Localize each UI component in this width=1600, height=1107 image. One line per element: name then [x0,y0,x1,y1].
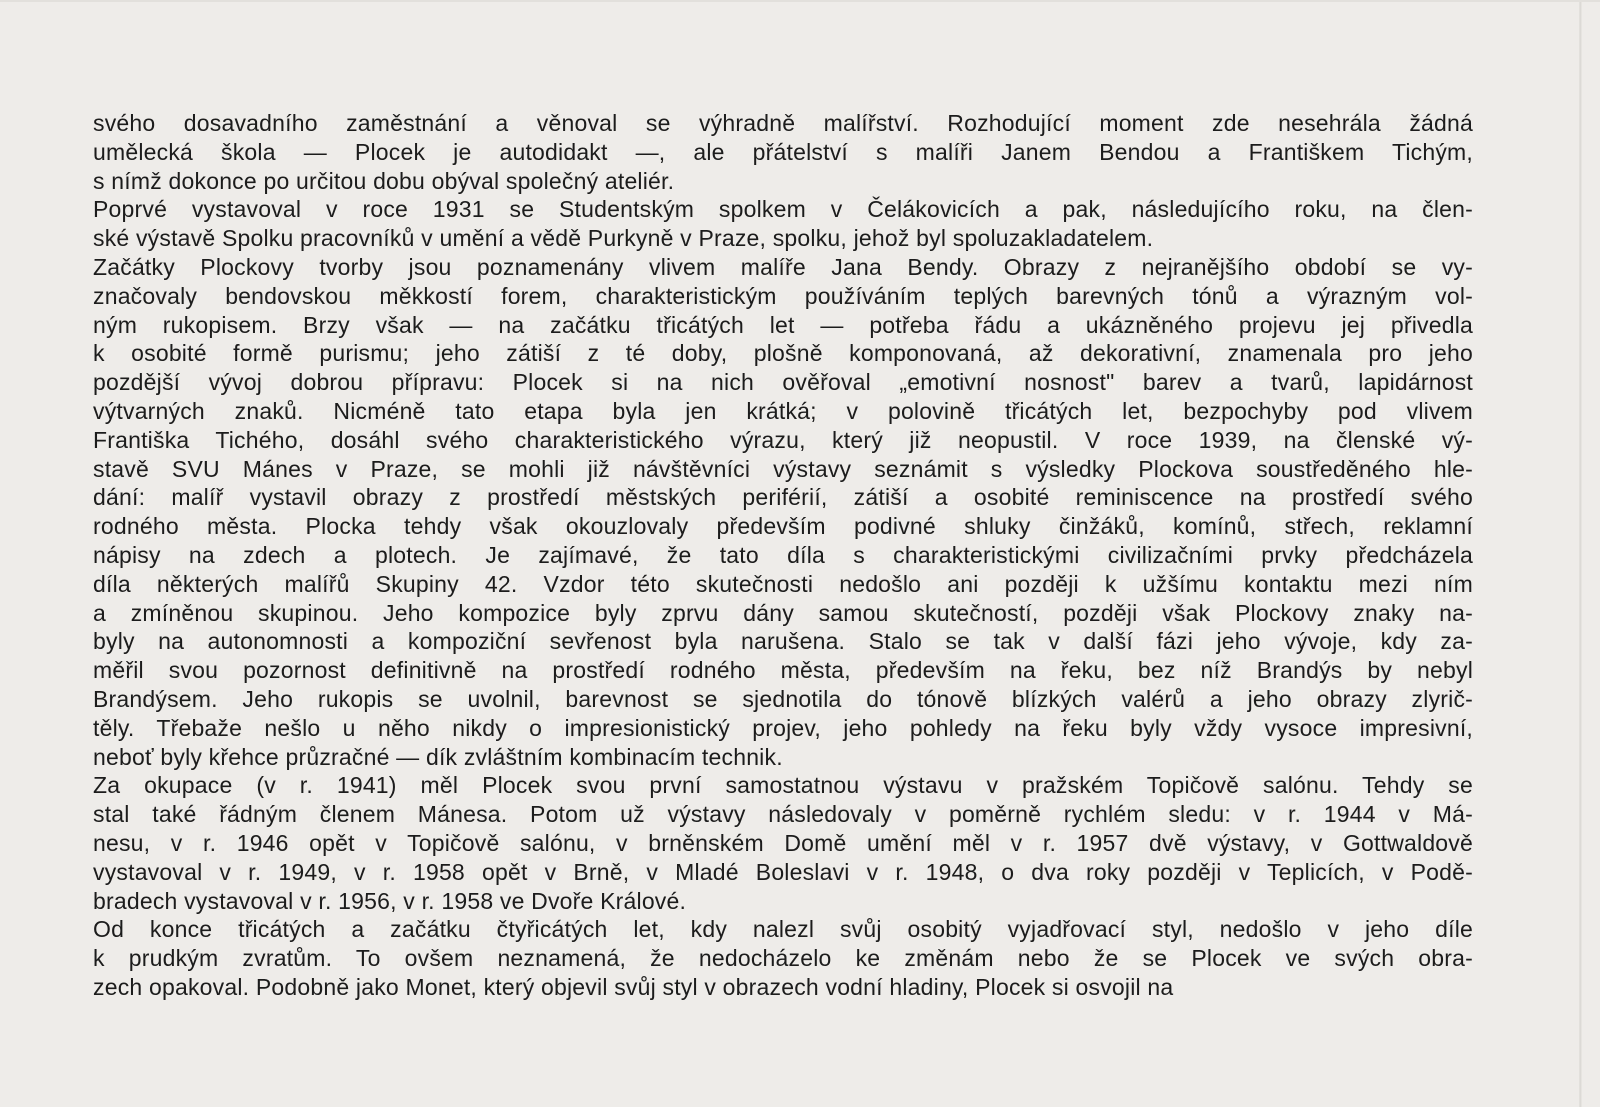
text-line: svého dosavadního zaměstnání a věnoval se výhradně malířství. Rozhodující moment zde nesehrála žádná [93,110,1473,136]
text-line: díla některých malířů Skupiny 42. Vzdor této skutečnosti nedošlo ani později k užšímu kontaktu mezi ním [93,570,1473,597]
paragraph [93,109,1473,195]
text-line: Brandýsem. Jeho rukopis se uvolnil, barevnost se sjednotila do tónově blízkých valérů a jeho obrazy zlyrič- [93,685,1473,712]
page-edge [1579,2,1582,1107]
text-line: k osobité formě purismu; jeho zátiší z té doby, plošně komponovaná, až dekorativní, znamenala pro jeho [93,340,1473,367]
paragraph [93,253,1473,771]
text-line: Začátky Plockovy tvorby jsou poznamenány vlivem malíře Jana Bendy. Obrazy z nejranějšího období se vy- [93,253,1473,280]
text-line: rodného města. Plocka tehdy však okouzlovaly především podivné shluky činžáků, komínů, střech, reklamní [93,513,1473,540]
text-line: ské výstavě Spolku pracovníků v umění a vědě Purkyně v Praze, spolku, jehož byl spoluzakladatelem. [93,225,1154,252]
text-line: Za okupace (v r. 1941) měl Plocek svou první samostatnou výstavu v pražském Topičově salónu. Tehdy se [93,772,1473,799]
text-line: Od konce třicátých a začátku čtyřicátých let, kdy nalezl svůj osobitý vyjadřovací styl, nedošlo v jeho díle [93,916,1473,943]
text-line: nesu, v r. 1946 opět v Topičově salónu, v brněnském Domě umění měl v r. 1957 dvě výstavy, v Gottwaldově [93,829,1473,856]
paragraph [93,915,1473,1001]
text-line: nápisy na zdech a plotech. Je zajímavé, že tato díla s charakteristickými civilizačními prvky předcházela [93,541,1473,568]
text-line: Poprvé vystavoval v roce 1931 se Studentským spolkem v Čelákovicích a pak, následujícího roku, na člen- [93,196,1473,223]
text-line: neboť byly křehce průzračné — dík zvláštním kombinacím technik. [93,743,783,770]
text-line: značovaly bendovskou měkkostí forem, charakteristickým používáním teplých barevných tónů a výrazným vol- [93,282,1473,309]
body-text [93,109,1473,1002]
text-line: těly. Třebaže nešlo u něho nikdy o impresionistický projev, jeho pohledy na řeku byly vždy vysoce impresivní, [93,714,1473,741]
text-line: byly na autonomnosti a kompoziční sevřenost byla narušena. Stalo se tak v další fázi jeho vývoje, kdy za- [93,628,1473,655]
text-line: a zmíněnou skupinou. Jeho kompozice byly zprvu dány samou skutečností, později však Plockovy znaky na- [93,599,1473,626]
text-line: Františka Tichého, dosáhl svého charakteristického výrazu, který již neopustil. V roce 1939, na členské vý- [93,426,1473,453]
text-line: pozdější vývoj dobrou přípravu: Plocek si na nich ověřoval „emotivní nosnost" barev a tvarů, lapidárnost [93,369,1473,396]
text-line: umělecká škola — Plocek je autodidakt —, ale přátelství s malíři Janem Bendou a Františkem Tichým, [93,138,1473,165]
text-line: s nímž dokonce po určitou dobu obýval společný ateliér. [93,167,675,194]
text-line: dání: malíř vystavil obrazy z prostředí městských periférií, zátiší a osobité reminiscence na prostředí svého [93,484,1473,511]
paragraph [93,771,1473,915]
text-line: bradech vystavoval v r. 1956, v r. 1958 ve Dvoře Králové. [93,887,687,914]
text-line: ným rukopisem. Brzy však — na začátku třicátých let — potřeba řádu a ukázněného projevu jej přivedla [93,311,1473,338]
text-line: vystavoval v r. 1949, v r. 1958 opět v Brně, v Mladé Boleslavi v r. 1948, o dva roky později v Teplicích, v Podě- [93,858,1473,885]
paragraph [93,195,1473,253]
text-line: stal také řádným členem Mánesa. Potom už výstavy následovaly v poměrně rychlém sledu: v r. 1944 v Má- [93,801,1473,828]
text-line: k prudkým zvratům. To ovšem neznamená, že nedocházelo ke změnám nebo že se Plocek ve svých obra- [93,945,1473,972]
text-line: výtvarných znaků. Nicméně tato etapa byla jen krátká; v polovině třicátých let, bezpochyby pod vlivem [93,397,1473,424]
text-line: zech opakoval. Podobně jako Monet, který objevil svůj styl v obrazech vodní hladiny, Plocek si osvojil na [93,973,1174,1000]
text-line: stavě SVU Mánes v Praze, se mohli již návštěvníci výstavy seznámit s výsledky Plockova soustředěného hle- [93,455,1473,482]
text-line: měřil svou pozornost definitivně na prostředí rodného města, především na řeku, bez níž Brandýs by nebyl [93,657,1473,684]
